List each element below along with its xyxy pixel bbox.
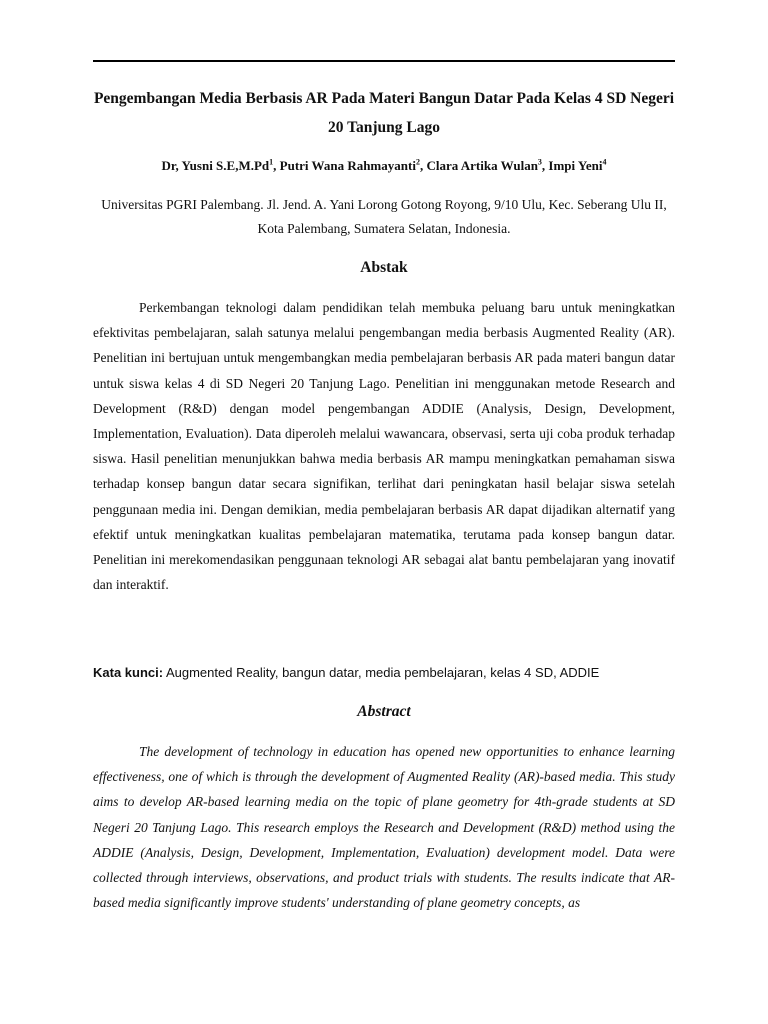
abstrak-heading: Abstak <box>360 259 408 276</box>
author-name: Impi Yeni <box>548 158 603 173</box>
abstract-heading: Abstract <box>357 703 411 720</box>
keywords-label: Kata kunci: <box>93 665 164 680</box>
abstrak-body: Perkembangan teknologi dalam pendidikan telah membuka peluang baru untuk meningkatkan efektivitas pembelajaran, salah satunya melalui pengembangan media berbasis Augmented Reality (AR). Penelitian ini bertujuan untuk mengembangkan media pembelajaran berbasis AR pada materi bangun datar untuk siswa kelas 4 di SD Negeri 20 Tanjung Lago. Penelitian ini menggunakan metode Research and Development (R&D) dengan model pengembangan ADDIE (Analysis, Design, Development, Implementation, Evaluation). Data diperoleh melalui wawancara, observasi, serta uji coba produk terhadap siswa. Hasil penelitian menunjukkan bahwa media berbasis AR mampu meningkatkan pemahaman siswa terhadap konsep bangun datar secara signifikan, terlihat dari peningkatan hasil belajar siswa setelah penggunaan media ini. Dengan demikian, media pembelajaran berbasis AR dapat dijadikan alternatif yang efektif untuk meningkatkan kualitas pembelajaran matematika, terutama pada konsep bangun datar. Penelitian ini merekomendasikan penggunaan teknologi AR sebagai alat bantu pembelajaran yang inovatif dan interaktif. <box>93 300 675 593</box>
affiliation: Universitas PGRI Palembang. Jl. Jend. A. Yani Lorong Gotong Royong, 9/10 Ulu, Kec. Seberang Ulu II, Kota Palembang, Sumatera Selatan, Indonesia. <box>101 197 667 236</box>
author-name: Clara Artika Wulan <box>426 158 538 173</box>
keywords <box>93 661 675 685</box>
author-name: Dr, Yusni S.E,M.Pd <box>161 158 270 173</box>
author-list <box>93 156 675 176</box>
header-rule <box>93 60 675 62</box>
author-affiliation-mark: 4 <box>602 157 607 167</box>
author-separator: , <box>541 158 549 173</box>
author-name: Putri Wana Rahmayanti <box>279 158 416 173</box>
keywords-value: Augmented Reality, bangun datar, media pembelajaran, kelas 4 SD, ADDIE <box>163 665 600 680</box>
author-affiliation-mark: 3 <box>537 157 542 167</box>
paper-title: Pengembangan Media Berbasis AR Pada Materi Bangun Datar Pada Kelas 4 SD Negeri 20 Tanjung Lago <box>93 90 675 136</box>
author-affiliation-mark: 2 <box>415 157 420 167</box>
abstract-body: The development of technology in education has opened new opportunities to enhance learning effectiveness, one of which is through the development of Augmented Reality (AR)-based media. This study aims to develop AR-based learning media on the topic of plane geometry for 4th-grade students at SD Negeri 20 Tanjung Lago. This research employs the Research and Development (R&D) method using the ADDIE (Analysis, Design, Development, Implementation, Evaluation) development model. Data were collected through interviews, observations, and product trials with students. The results indicate that AR-based media significantly improve students' understanding of plane geometry concepts, as <box>93 744 675 911</box>
author-separator: , <box>273 158 280 173</box>
author-affiliation-mark: 1 <box>269 157 274 167</box>
author-separator: , <box>419 158 427 173</box>
